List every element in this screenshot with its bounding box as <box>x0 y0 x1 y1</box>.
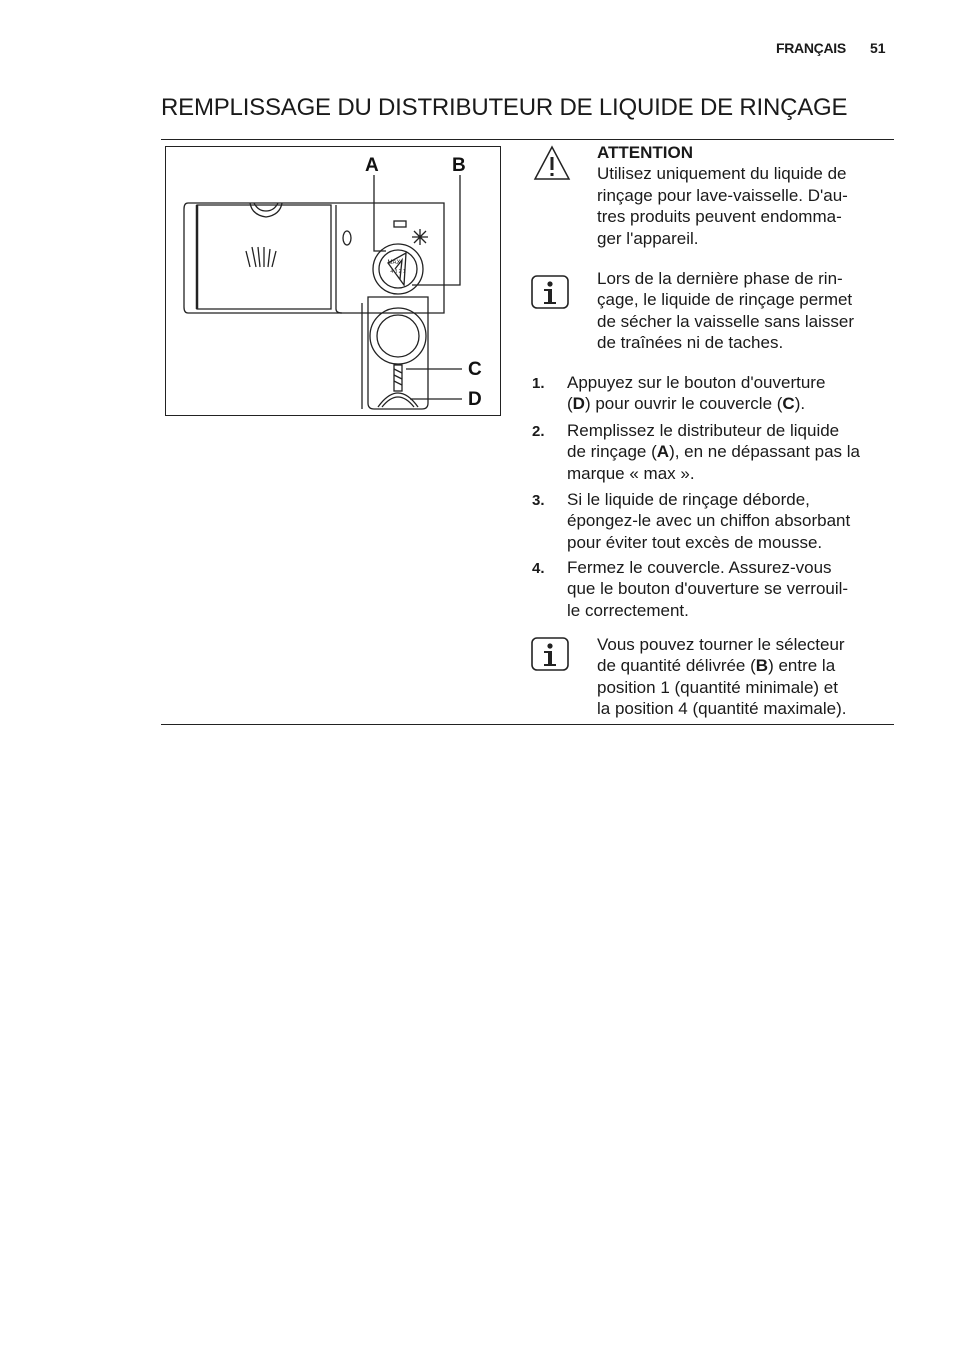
step-line: le correctement. <box>567 600 689 620</box>
step-number: 4. <box>532 560 545 577</box>
info-line: çage, le liquide de rinçage permet <box>597 290 853 310</box>
opening-module <box>368 297 428 409</box>
step-line: Si le liquide de rinçage déborde, <box>567 490 810 509</box>
step-text <box>567 420 890 484</box>
dial-number-marks: 4 3 2 1 <box>390 269 406 275</box>
step-line: épongez-le avec un chiffon absorbant <box>567 511 851 531</box>
callout-c: C <box>468 359 482 380</box>
info-line: la position 4 (quantité maximale). <box>597 699 847 719</box>
caution-line: rinçage pour lave-vaisselle. D'au- <box>597 185 848 205</box>
warning-triangle-icon <box>532 144 572 184</box>
info-line: de traînées ni de taches. <box>597 333 784 353</box>
header-language: FRANÇAIS <box>776 40 846 56</box>
step-line: (D) pour ouvrir le couvercle (C). <box>567 394 806 414</box>
rinse-aid-dispenser-figure <box>165 146 501 416</box>
caution-line: Utilisez uniquement du liquide de <box>597 164 847 184</box>
step-text <box>567 557 890 621</box>
step-number: 1. <box>532 375 545 392</box>
section-top-rule <box>161 139 894 140</box>
info-line: de sécher la vaisselle sans laisser <box>597 311 855 331</box>
dispenser-illustration <box>166 147 500 415</box>
info-line: Lors de la dernière phase de rin- <box>597 269 843 288</box>
callout-a: A <box>365 155 379 176</box>
caution-text <box>597 142 889 249</box>
step-number: 2. <box>532 423 545 440</box>
step-line: Remplissez le distributeur de liquide <box>567 421 840 440</box>
page-number: 51 <box>870 40 886 56</box>
section-title: REMPLISSAGE DU DISTRIBUTEUR DE LIQUIDE DE RINÇAGE <box>161 94 848 121</box>
info-note-drying <box>530 268 890 358</box>
info-note-text <box>597 634 889 720</box>
info-icon <box>530 634 572 676</box>
level-symbol-icon <box>394 221 406 227</box>
detergent-symbol-icon <box>246 247 276 267</box>
callout-d: D <box>468 389 482 410</box>
info-icon <box>530 272 572 314</box>
info-note-dosage <box>530 634 890 724</box>
step-text <box>567 372 890 415</box>
info-line: de quantité délivrée (B) entre la <box>597 656 836 676</box>
step-number: 3. <box>532 492 545 509</box>
step-text <box>567 489 890 553</box>
rinse-aid-cap <box>370 308 426 364</box>
caution-note <box>530 142 890 252</box>
indicator-window <box>343 231 351 245</box>
step-line: Appuyez sur le bouton d'ouverture <box>567 373 826 392</box>
rinse-aid-symbol-icon <box>412 229 428 245</box>
info-line: position 1 (quantité minimale) et <box>597 677 838 697</box>
step-line: marque « max ». <box>567 463 695 483</box>
caution-line: ger l'appareil. <box>597 228 699 248</box>
info-note-text <box>597 268 889 354</box>
callout-b: B <box>452 155 466 176</box>
step-line: Fermez le couvercle. Assurez-vous <box>567 558 832 577</box>
step-line: de rinçage (A), en ne dépassant pas la <box>567 442 860 462</box>
section-bottom-rule <box>161 724 894 725</box>
caution-title: ATTENTION <box>597 143 694 162</box>
step-line: pour éviter tout excès de mousse. <box>567 532 823 552</box>
info-line: Vous pouvez tourner le sélecteur <box>597 635 845 654</box>
dial-max-mark: MAX <box>387 260 401 266</box>
step-line: que le bouton d'ouverture se verrouil- <box>567 579 849 599</box>
caution-line: tres produits peuvent endomma- <box>597 207 842 227</box>
